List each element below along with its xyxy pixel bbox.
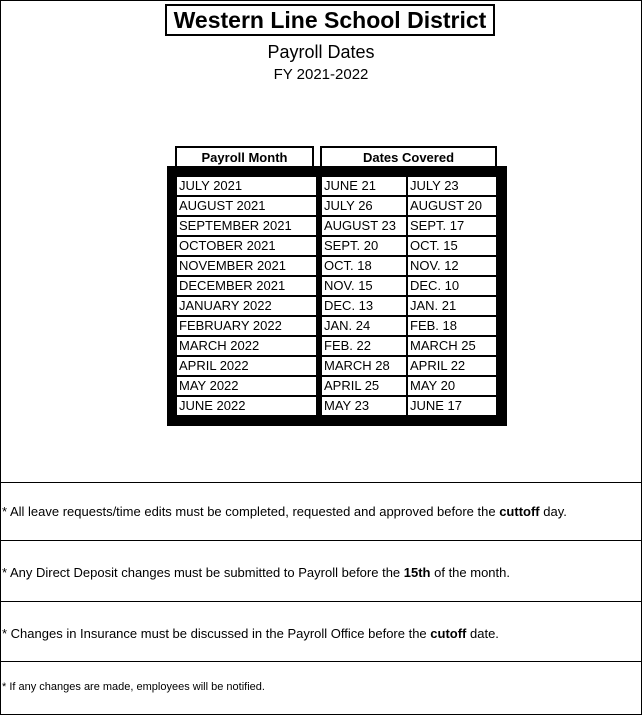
date-end-cell: APRIL 22	[408, 357, 496, 375]
payroll-month-cell: MARCH 2022	[177, 337, 316, 355]
column-header-payroll-month: Payroll Month	[175, 146, 314, 166]
table-row	[177, 376, 496, 396]
date-end-cell: NOV. 12	[408, 257, 496, 275]
date-end-cell: JAN. 21	[408, 297, 496, 315]
table-row	[177, 296, 496, 316]
date-start-cell: MARCH 28	[322, 357, 406, 375]
note-leave-requests: * All leave requests/time edits must be completed, requested and approved before the cuttoff day.	[2, 504, 567, 519]
divider	[0, 601, 642, 602]
note-insurance: * Changes in Insurance must be discussed in the Payroll Office before the cutoff date.	[2, 626, 499, 641]
note-direct-deposit: * Any Direct Deposit changes must be submitted to Payroll before the 15th of the month.	[2, 565, 510, 580]
payroll-table-rows	[177, 176, 496, 416]
date-start-cell: SEPT. 20	[322, 237, 406, 255]
table-row	[177, 236, 496, 256]
table-row	[177, 196, 496, 216]
date-start-cell: JUNE 21	[322, 177, 406, 195]
date-start-cell: FEB. 22	[322, 337, 406, 355]
payroll-month-cell: JUNE 2022	[177, 397, 316, 415]
date-start-cell: JULY 26	[322, 197, 406, 215]
payroll-month-cell: JANUARY 2022	[177, 297, 316, 315]
table-row	[177, 396, 496, 416]
date-end-cell: AUGUST 20	[408, 197, 496, 215]
payroll-month-cell: OCTOBER 2021	[177, 237, 316, 255]
table-row	[177, 356, 496, 376]
date-end-cell: JULY 23	[408, 177, 496, 195]
table-row	[177, 276, 496, 296]
column-header-dates-covered: Dates Covered	[320, 146, 497, 166]
payroll-month-cell: DECEMBER 2021	[177, 277, 316, 295]
page-subtitle: Payroll Dates	[267, 42, 375, 62]
date-end-cell: JUNE 17	[408, 397, 496, 415]
date-start-cell: DEC. 13	[322, 297, 406, 315]
date-end-cell: MARCH 25	[408, 337, 496, 355]
date-start-cell: NOV. 15	[322, 277, 406, 295]
date-start-cell: AUGUST 23	[322, 217, 406, 235]
note-notification: * If any changes are made, employees will be notified.	[2, 681, 265, 693]
payroll-month-cell: AUGUST 2021	[177, 197, 316, 215]
divider	[0, 482, 642, 483]
payroll-month-cell: FEBRUARY 2022	[177, 317, 316, 335]
date-start-cell: APRIL 25	[322, 377, 406, 395]
payroll-month-cell: NOVEMBER 2021	[177, 257, 316, 275]
table-row	[177, 256, 496, 276]
date-start-cell: OCT. 18	[322, 257, 406, 275]
table-row	[177, 316, 496, 336]
table-row	[177, 176, 496, 196]
payroll-table	[167, 166, 507, 426]
payroll-month-cell: JULY 2021	[177, 177, 316, 195]
divider	[0, 540, 642, 541]
date-end-cell: SEPT. 17	[408, 217, 496, 235]
payroll-month-cell: APRIL 2022	[177, 357, 316, 375]
date-end-cell: DEC. 10	[408, 277, 496, 295]
table-row	[177, 336, 496, 356]
date-end-cell: FEB. 18	[408, 317, 496, 335]
payroll-month-cell: SEPTEMBER 2021	[177, 217, 316, 235]
date-end-cell: OCT. 15	[408, 237, 496, 255]
payroll-month-cell: MAY 2022	[177, 377, 316, 395]
divider	[0, 661, 642, 662]
district-title: Western Line School District	[165, 4, 495, 36]
table-row	[177, 216, 496, 236]
fiscal-year: FY 2021-2022	[273, 66, 369, 83]
date-start-cell: MAY 23	[322, 397, 406, 415]
date-start-cell: JAN. 24	[322, 317, 406, 335]
date-end-cell: MAY 20	[408, 377, 496, 395]
